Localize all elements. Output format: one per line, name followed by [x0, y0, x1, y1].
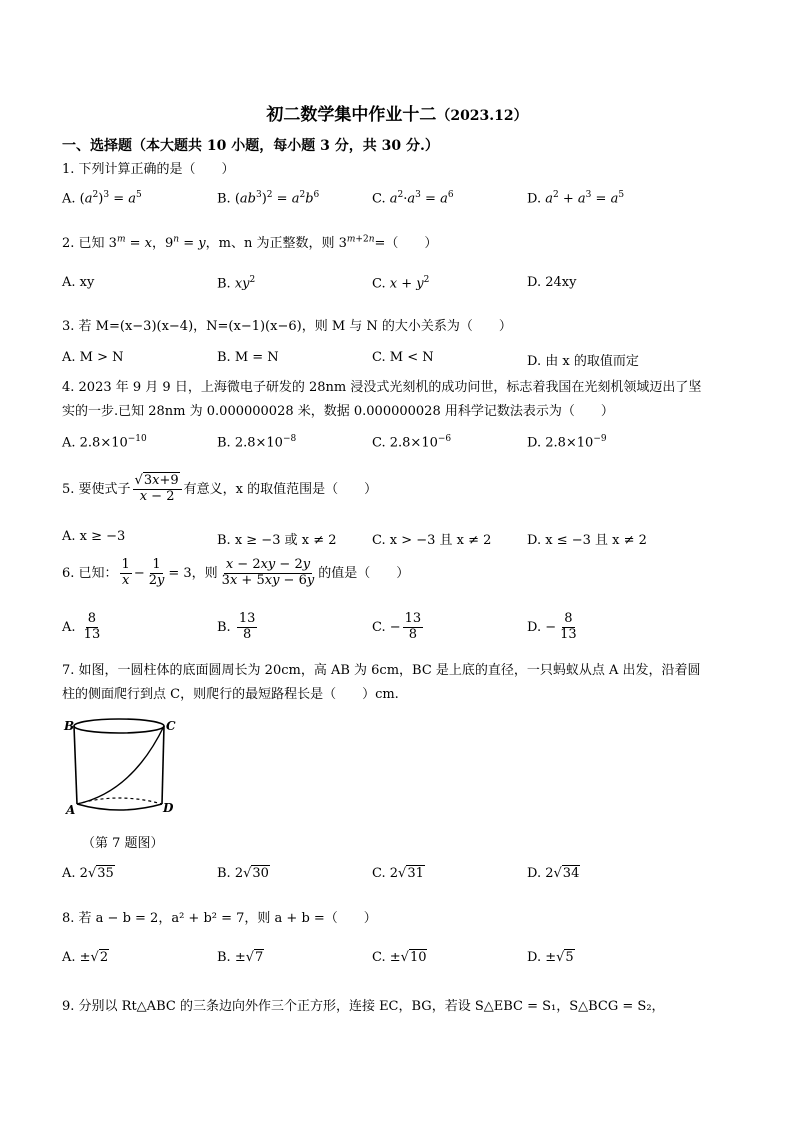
q2-option-d: D. 24xy [527, 275, 577, 290]
point-c-label: C [166, 719, 176, 733]
q1-option-a: A. $(a^2)^3 = a^5$ [62, 190, 142, 207]
q3-option-d: D. 由 x 的取值而定 [527, 354, 639, 369]
q7-option-b: B. 2√30 [217, 866, 269, 881]
q7-option-d: D. 2√34 [527, 866, 580, 881]
point-a-label: A [66, 803, 76, 817]
point-b-label: B [64, 719, 75, 733]
question-8: 8. 若 a − b = 2，a² + b² = 7，则 a + b =（ ） [62, 911, 377, 926]
q6-option-d: D. − $\frac{8}{13}$ [527, 611, 577, 642]
question-4-line-1: 4. 2023 年 9 月 9 日，上海微电子研发的 28nm 浸没式光刻机的成功问世，标志着我国在光刻机领域迈出了坚 [62, 380, 702, 395]
q6-option-b: B. $\frac{13}{8}$ [217, 611, 256, 642]
q3-option-c: C. M < N [372, 350, 434, 365]
q4-option-a: A. $2.8\times 10^{-10}$ [62, 434, 147, 451]
page-title: 初二数学集中作业十二（2023.12） [266, 105, 528, 125]
question-6: 6. 已知： $\frac{1}{x}$ − $\frac{1}{2y}$ = 3，则 $\frac{x - 2xy - 2y}{3x + 5xy - 6y}$ 的值是（ ） [62, 557, 410, 588]
q4-option-d: D. $2.8\times 10^{-9}$ [527, 434, 607, 451]
q5-option-a: A. x ≥ −3 [62, 529, 126, 544]
q5-option-c: C. x > −3 且 x ≠ 2 [372, 533, 492, 548]
question-2: 2. 已知 $3^m = x$，$9^n = y$，m、n 为正整数，则 $3^{m+2n}=$（ ） [62, 234, 438, 251]
q1-option-d: D. $a^2 + a^3 = a^5$ [527, 190, 625, 207]
q5-fraction: $\frac{√3x+9}{x - 2}$ [133, 474, 182, 505]
q6-option-a: A. $\frac{8}{13}$ [62, 611, 101, 642]
q6-option-c: C. − $\frac{13}{8}$ [372, 611, 422, 642]
q5-option-b: B. x ≥ −3 或 x ≠ 2 [217, 533, 337, 548]
question-4-line-2: 实的一步.已知 28nm 为 0.000000028 米，数据 0.000000028 用科学记数法表示为（ ） [62, 404, 614, 419]
q1-option-c: C. $a^2\cdot a^3 = a^6$ [372, 190, 454, 207]
section-heading: 一、选择题（本大题共 10 小题，每小题 3 分，共 30 分.） [62, 138, 439, 154]
cylinder-figure [62, 712, 182, 824]
figure-caption: （第 7 题图） [82, 836, 164, 851]
q4-option-c: C. $2.8\times 10^{-6}$ [372, 434, 452, 451]
q8-option-b: B. ±√7 [217, 950, 264, 965]
q8-option-c: C. ±√10 [372, 950, 427, 965]
question-9: 9. 分别以 Rt△ABC 的三条边向外作三个正方形，连接 EC，BG，若设 S△EBC = S₁，S△BCG = S₂， [62, 999, 665, 1014]
q1-option-b: B. $(ab^3)^2 = a^2b^6$ [217, 190, 320, 207]
q3-option-b: B. M = N [217, 350, 279, 365]
q3-option-a: A. M > N [62, 350, 124, 365]
q4-option-b: B. $2.8\times 10^{-8}$ [217, 434, 297, 451]
question-7-line-1: 7. 如图，一圆柱体的底面圆周长为 20cm，高 AB 为 6cm，BC 是上底的直径，一只蚂蚁从点 A 出发，沿着圆 [62, 663, 701, 678]
q7-option-a: A. 2√35 [62, 866, 114, 881]
q2-option-a: A. xy [62, 275, 95, 290]
q5-option-d: D. x ≤ −3 且 x ≠ 2 [527, 533, 647, 548]
question-3: 3. 若 M=(x−3)(x−4)，N=(x−1)(x−6)，则 M 与 N 的大小关系为（ ） [62, 319, 512, 334]
point-d-label: D [163, 801, 174, 815]
q8-option-d: D. ±√5 [527, 950, 574, 965]
q7-option-c: C. 2√31 [372, 866, 424, 881]
question-5: 5. 要使式子 $\frac{√3x+9}{x - 2}$ 有意义，x 的取值范围是（ ） [62, 473, 378, 504]
q2-option-c: C. $x + y^2$ [372, 275, 430, 292]
q2-option-b: B. $xy^2$ [217, 275, 256, 292]
question-7-line-2: 柱的侧面爬行到点 C，则爬行的最短路程长是（ ）cm. [62, 687, 399, 702]
q8-option-a: A. ±√2 [62, 950, 109, 965]
question-1: 1. 下列计算正确的是（ ） [62, 162, 235, 177]
